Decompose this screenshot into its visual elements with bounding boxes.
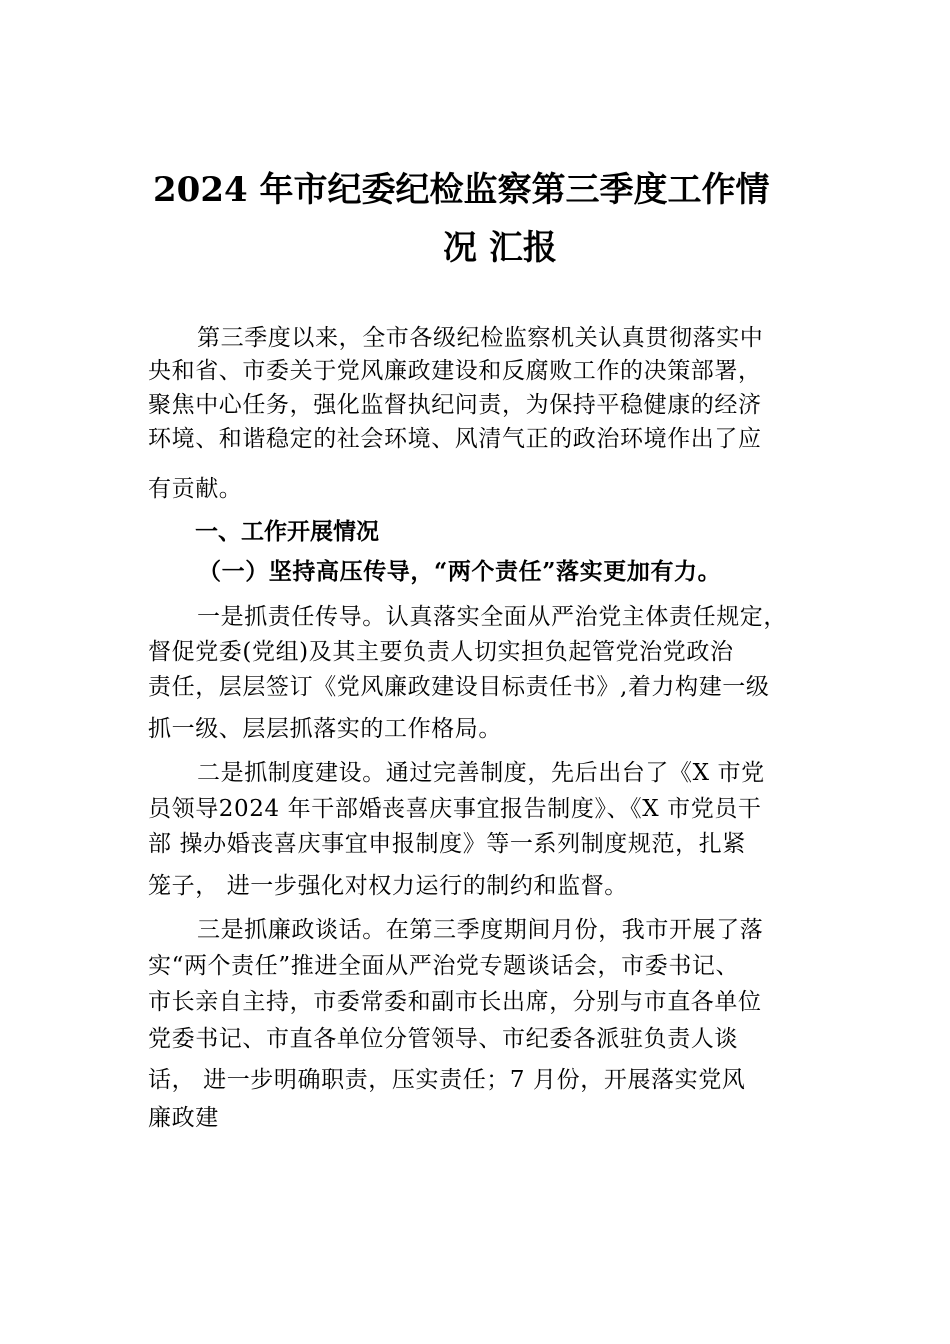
paragraph-line: 抓一级、层层抓落实的工作格局。: [148, 716, 502, 742]
paragraph-line: 话， 进一步明确职责，压实责任；7 月份，开展落实党风: [148, 1067, 746, 1093]
section-heading: 一、工作开展情况: [195, 519, 379, 545]
paragraph-line: 部 操办婚丧喜庆事宜申报制度》等一系列制度规范，扎紧: [148, 831, 746, 857]
paragraph-line: 笼子， 进一步强化对权力运行的制约和监督。: [148, 873, 628, 899]
intro-line: 聚焦中心任务，强化监督执纪问责，为保持平稳健康的经济: [148, 392, 762, 418]
intro-line: 央和省、市委关于党风廉政建设和反腐败工作的决策部署，: [148, 358, 762, 384]
document-title-line-2: 况 汇报: [443, 228, 557, 268]
paragraph-line: 党委书记、市直各单位分管领导、市纪委各派驻负责人谈: [148, 1026, 738, 1052]
paragraph-line: 二是抓制度建设。通过完善制度，先后出台了《X 市党: [197, 760, 765, 786]
subsection-heading: （一）坚持高压传导，“两个责任”落实更加有力。: [198, 558, 722, 585]
document-title-line-1: 2024 年市纪委纪检监察第三季度工作情: [153, 170, 770, 210]
intro-line: 第三季度以来，全市各级纪检监察机关认真贯彻落实中: [197, 325, 764, 351]
paragraph-line: 三是抓廉政谈话。在第三季度期间月份，我市开展了落: [197, 917, 764, 943]
paragraph-line: 员领导2024 年干部婚丧喜庆事宜报告制度》、《X 市党员干: [148, 796, 762, 822]
paragraph-line: 责任，层层签订《党风廉政建设目标责任书》,着力构建一级: [148, 674, 770, 700]
paragraph-line: 一是抓责任传导。认真落实全面从严治党主体责任规定，: [197, 604, 787, 630]
paragraph-line: 廉政建: [148, 1105, 219, 1131]
paragraph-line: 实“两个责任”推进全面从严治党专题谈话会，市委书记、: [148, 953, 740, 979]
paragraph-line: 市长亲自主持，市委常委和副市长出席，分别与市直各单位: [148, 989, 762, 1015]
intro-line: 环境、和谐稳定的社会环境、风清气正的政治环境作出了应: [148, 426, 762, 452]
paragraph-line: 督促党委(党组)及其主要负责人切实担负起管党治党政治: [148, 639, 734, 665]
intro-line: 有贡献。: [148, 476, 243, 502]
